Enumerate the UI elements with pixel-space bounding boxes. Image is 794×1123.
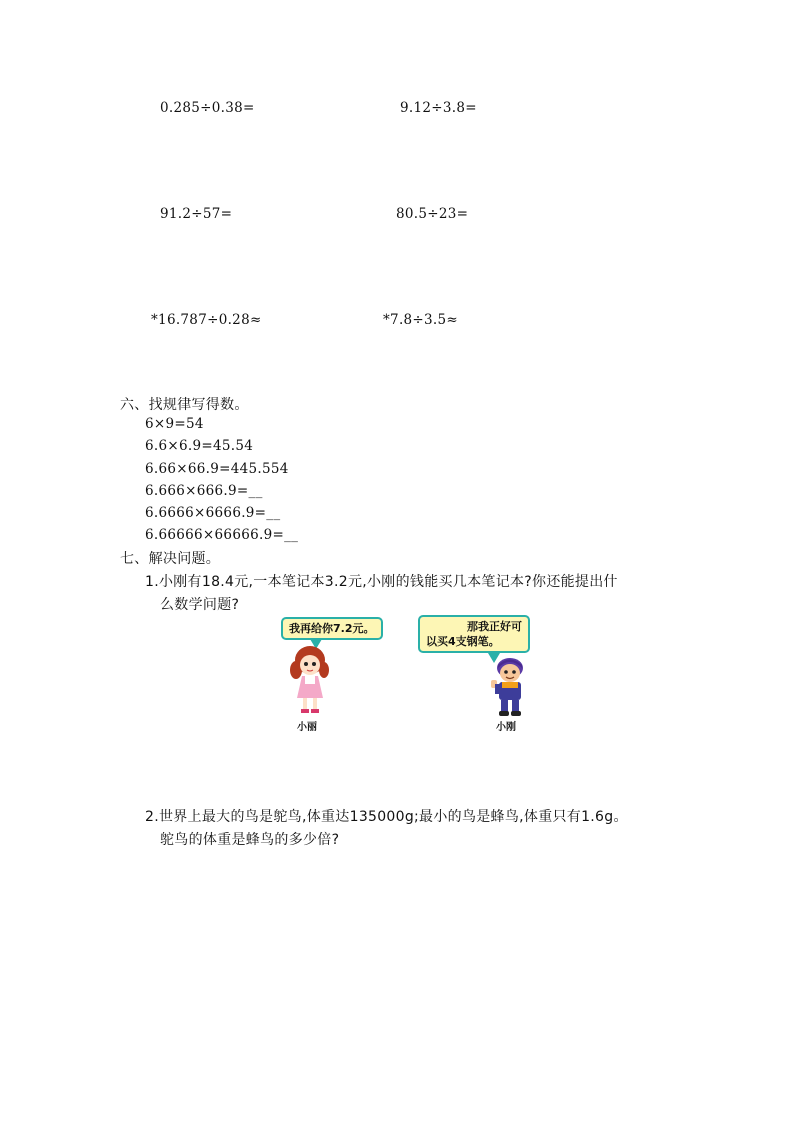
boy-speech-text-line-1: 那我正好可: [467, 620, 522, 633]
boy-speech-bubble: [418, 615, 530, 653]
boy-name-label: 小刚: [496, 722, 516, 733]
question-2-line-2: 鸵鸟的体重是蜂鸟的多少倍?: [160, 832, 340, 848]
problem-4: 80.5÷23=: [396, 206, 469, 222]
pattern-line: 6×9=54: [145, 416, 204, 432]
girl-speech-bubble: [281, 617, 383, 640]
girl-name-label: 小丽: [297, 722, 317, 733]
question-1-line-2: 么数学问题?: [160, 597, 240, 613]
pattern-line: 6.6666×6666.9=__: [145, 505, 281, 521]
problem-1: 0.285÷0.38=: [160, 100, 255, 116]
problem-3: 91.2÷57=: [160, 206, 233, 222]
section-7-heading: 七、解决问题。: [120, 551, 221, 567]
question-1-line-1: 1.小刚有18.4元,一本笔记本3.2元,小刚的钱能买几本笔记本?你还能提出什: [145, 574, 618, 590]
section-6-heading: 六、找规律写得数。: [120, 397, 249, 413]
pattern-line: 6.66×66.9=445.554: [145, 461, 289, 477]
pattern-line: 6.66666×66666.9=__: [145, 527, 299, 543]
pattern-line: 6.666×666.9=__: [145, 483, 263, 499]
boy-illustration: [488, 656, 532, 718]
pattern-line: 6.6×6.9=45.54: [145, 438, 254, 454]
boy-speech-text-line-2: 以买4支钢笔。: [426, 635, 500, 648]
problem-6: *7.8÷3.5≈: [383, 312, 459, 328]
girl-illustration: [288, 644, 332, 716]
question-2-line-1: 2.世界上最大的鸟是鸵鸟,体重达135000g;最小的鸟是蜂鸟,体重只有1.6g。: [145, 809, 628, 825]
problem-2: 9.12÷3.8=: [400, 100, 477, 116]
girl-speech-text: 我再给你7.2元。: [289, 622, 375, 635]
problem-5: *16.787÷0.28≈: [151, 312, 262, 328]
